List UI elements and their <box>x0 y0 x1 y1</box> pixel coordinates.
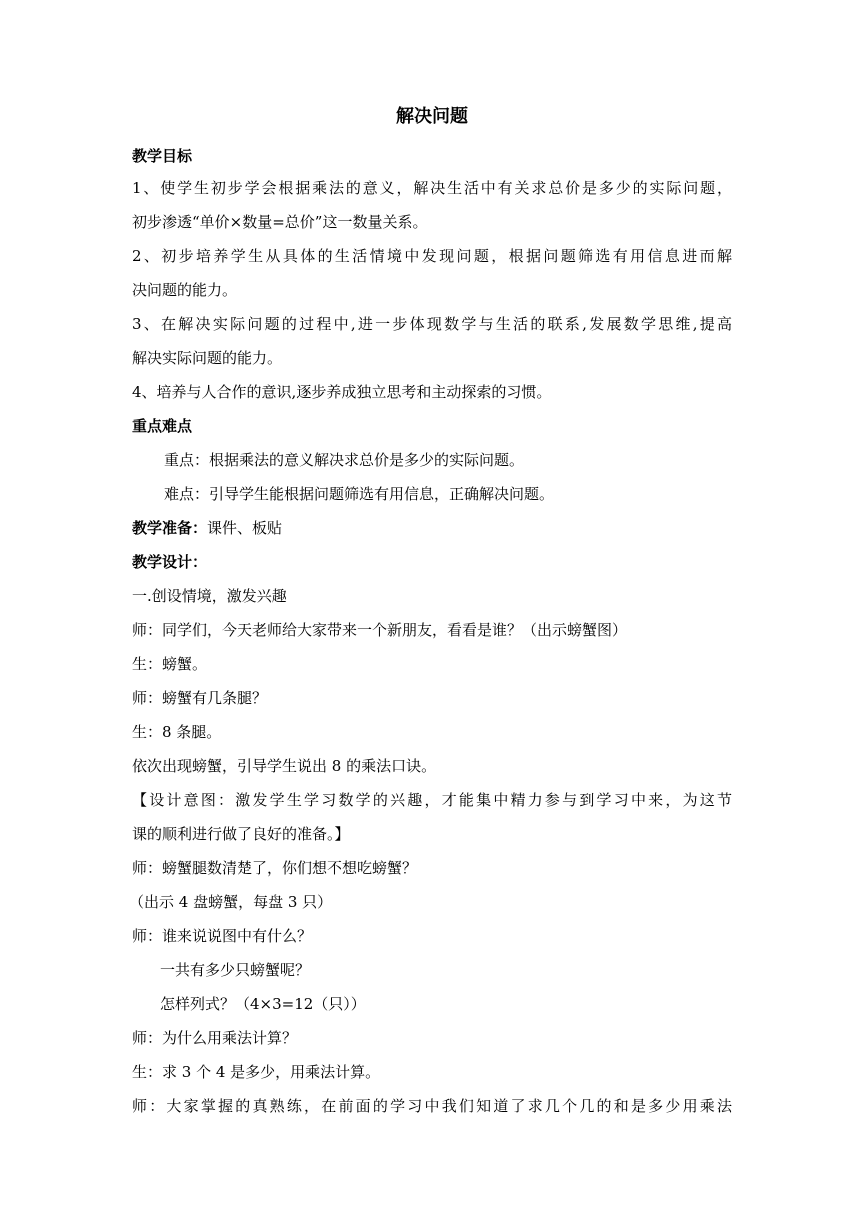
key-points-heading: 重点难点 <box>132 417 193 435</box>
design-line-4: 师：螃蟹有几条腿？ <box>132 689 268 707</box>
design-line-13: 怎样列式？（4×3=12（只）） <box>160 995 366 1013</box>
preparation-value: 课件、板贴 <box>207 519 283 537</box>
objectives-heading: 教学目标 <box>132 147 193 165</box>
objective-line-2: 初步渗透“单价×数量=总价”这一数量关系。 <box>132 213 428 231</box>
design-line-12: 一共有多少只螃蟹呢？ <box>160 961 311 979</box>
key-point: 重点：根据乘法的意义解决求总价是多少的实际问题。 <box>164 451 525 469</box>
design-line-7: 【设计意图：激发学生学习数学的兴趣，才能集中精力参与到学习中来，为这节 <box>132 791 732 809</box>
document-title: 解决问题 <box>396 106 468 127</box>
preparation-label: 教学准备： <box>132 519 208 537</box>
objective-line-3: 2、初步培养学生从具体的生活情境中发现问题，根据问题筛选有用信息进而解 <box>132 247 732 265</box>
design-line-14: 师：为什么用乘法计算？ <box>132 1029 298 1047</box>
design-line-9: 师：螃蟹腿数清楚了，你们想不想吃螃蟹？ <box>132 859 418 877</box>
design-line-6: 依次出现螃蟹，引导学生说出 8 的乘法口诀。 <box>132 757 437 775</box>
design-line-11: 师：谁来说说图中有什么？ <box>132 927 313 945</box>
design-line-2: 师：同学们，今天老师给大家带来一个新朋友，看看是谁？（出示螃蟹图） <box>132 621 628 639</box>
objective-line-7: 4、培养与人合作的意识,逐步养成独立思考和主动探索的习惯。 <box>132 383 552 401</box>
objective-line-1: 1、使学生初步学会根据乘法的意义，解决生活中有关求总价是多少的实际问题， <box>132 179 732 197</box>
design-line-16: 师：大家掌握的真熟练，在前面的学习中我们知道了求几个几的和是多少用乘法 <box>132 1097 732 1115</box>
design-line-1: 一.创设情境，激发兴趣 <box>132 587 287 605</box>
objective-line-6: 解决实际问题的能力。 <box>132 349 283 367</box>
design-line-10: （出示 4 盘螃蟹，每盘 3 只） <box>129 893 333 911</box>
design-line-15: 生：求 3 个 4 是多少，用乘法计算。 <box>132 1063 381 1081</box>
objective-line-5: 3、在解决实际问题的过程中,进一步体现数学与生活的联系,发展数学思维,提高 <box>132 315 732 333</box>
difficult-point: 难点：引导学生能根据问题筛选有用信息，正确解决问题。 <box>164 485 555 503</box>
design-line-5: 生：8 条腿。 <box>132 723 222 741</box>
design-line-8: 课的顺利进行做了良好的准备。】 <box>132 825 350 843</box>
design-line-3: 生：螃蟹。 <box>132 655 208 673</box>
preparation-line <box>132 517 732 539</box>
design-heading: 教学设计： <box>132 553 208 571</box>
objective-line-4: 决问题的能力。 <box>132 281 238 299</box>
